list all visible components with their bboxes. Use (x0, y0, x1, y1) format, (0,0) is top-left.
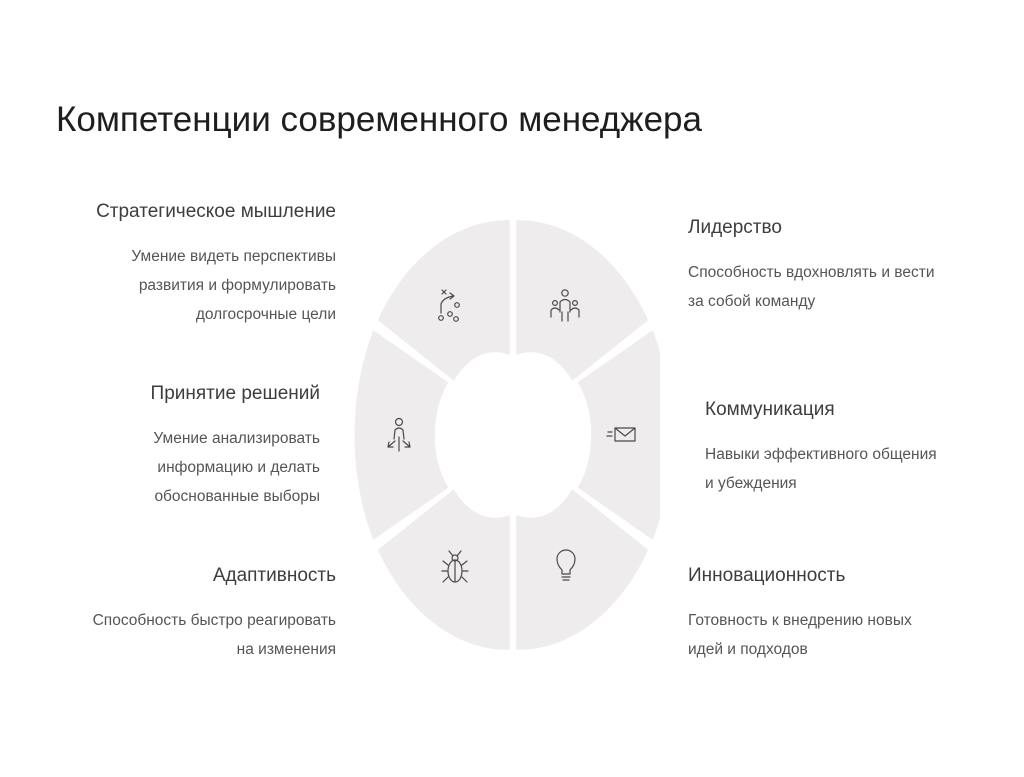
description-line: идей и подходов (688, 641, 808, 658)
description-line: и убеждения (705, 475, 797, 492)
competency-heading: Адаптивность (212, 565, 336, 586)
description-line: развития и формулировать (138, 277, 336, 294)
description-line: долгосрочные цели (195, 306, 336, 323)
description-line: Умение анализировать (153, 430, 320, 447)
slide-title: Компетенции современного менеджера (56, 100, 702, 139)
description-line: Готовность к внедрению новых (688, 612, 912, 629)
competency-description (20, 424, 320, 511)
description-line: Умение видеть перспективы (131, 248, 336, 265)
competency-communication (705, 398, 1005, 498)
competency-description (688, 258, 988, 316)
competency-decision-making (20, 382, 320, 511)
competency-heading: Стратегическое мышление (96, 201, 336, 222)
description-line: Способность вдохновлять и вести (688, 264, 935, 281)
competency-description (36, 606, 336, 664)
competency-description (36, 242, 336, 329)
description-line: на изменения (236, 641, 336, 658)
competency-heading: Принятие решений (150, 383, 320, 404)
competency-ring-diagram (350, 215, 660, 655)
competency-description (688, 606, 988, 664)
competency-innovation (688, 564, 988, 664)
competency-heading: Лидерство (688, 217, 782, 238)
ring-segments (354, 220, 660, 650)
competency-heading: Коммуникация (705, 399, 835, 420)
description-line: Навыки эффективного общения (705, 446, 937, 463)
competency-strategic-thinking (36, 200, 336, 329)
competency-heading: Инновационность (688, 565, 846, 586)
competency-leadership (688, 216, 988, 316)
description-line: информацию и делать (157, 459, 320, 476)
description-line: обоснованные выборы (154, 488, 320, 505)
description-line: Способность быстро реагировать (92, 612, 336, 629)
competency-adaptability (36, 564, 336, 664)
competency-description (705, 440, 1005, 498)
description-line: за собой команду (688, 293, 816, 310)
